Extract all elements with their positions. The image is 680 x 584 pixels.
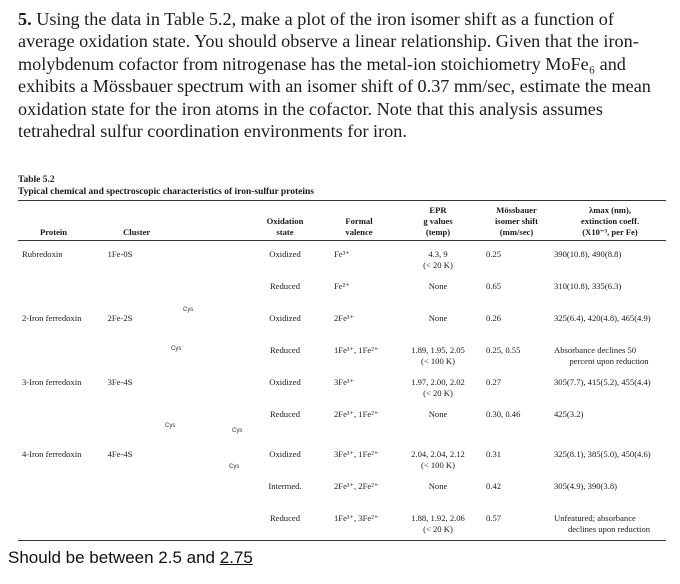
cell-state: Reduced [269,409,301,419]
cell-epr1: None [428,281,448,291]
table-number: Table 5.2 [18,175,55,185]
cell-lmax1: 305(7.7), 415(5.2), 455(4.4) [554,377,651,387]
cell-lmax1: 305(4.9), 390(3.8) [554,481,618,491]
cell-valence: 2Fe³⁺ [334,313,355,323]
cell-moss: 0.65 [486,281,502,291]
header-epr-l2: g values [423,216,453,226]
cell-valence: Fe³⁺ [334,249,350,259]
cell-lmax1: 425(3.2) [554,409,584,419]
header-lmax-l1: λmax (nm), [589,205,631,215]
cys-label: Cys [229,464,240,470]
cell-valence: 3Fe³⁺, 1Fe²⁺ [334,449,379,459]
cell-moss: 0.25, 0.55 [486,345,521,355]
cell-epr1: None [428,409,448,419]
cys-label: Cys [232,428,243,434]
cell-state: Oxidized [269,249,301,259]
header-epr-l3: (temp) [425,227,451,237]
header-cluster: Cluster [123,227,151,237]
cell-moss: 0.27 [486,377,502,387]
cell-epr2: (< 20 K) [423,524,453,534]
cell-protein: Rubredoxin [22,249,63,259]
cell-moss: 0.57 [486,513,502,523]
cell-epr2: (< 100 K) [421,460,455,470]
cell-moss: 0.25 [486,249,502,259]
header-oxidation-l2: state [276,227,294,237]
cell-moss: 0.30, 0.46 [486,409,521,419]
problem-number: 5. [18,9,32,29]
table-header-rule [18,240,666,241]
cell-lmax1: 325(8.1), 385(5.0), 450(4.6) [554,449,651,459]
cell-cluster: 2Fe-2S [107,313,133,323]
cell-epr1: 4.3, 9 [428,249,448,259]
header-lmax-l2: extinction coeff. [580,216,640,226]
cell-epr1: None [428,481,448,491]
cell-epr1: 1.97, 2.00, 2.02 [411,377,465,387]
cell-valence: 2Fe³⁺, 1Fe²⁺ [334,409,379,419]
cell-epr2: (< 20 K) [423,388,453,398]
header-epr-l1: EPR [429,205,447,215]
problem-text: Using the data in Table 5.2, make a plot of the iron isomer shift as a function of average oxidation state. You should observe a linear relationship. Given that the iron-molybdenum cofactor from nitrogenase has the metal-ion stoichiometry MoFe₆ and exhibits a Mössbauer spectrum with an isomer shift of 0.37 mm/sec, estimate the mean oxidation state for the iron atoms in the cofactor. Note that this analysis assumes tetrahedral sulfur coordination environments for iron. [18,9,651,142]
cell-lmax1: Absorbance declines 50 [554,345,637,355]
answer-link[interactable]: 2.75 [219,548,253,567]
cell-epr2: (< 20 K) [423,260,453,270]
cell-epr1: 1.88, 1.92, 2.06 [411,513,465,523]
header-formal-l1: Formal [345,216,373,226]
cys-label: Cys [183,307,194,313]
cell-epr1: 2.04, 2.04, 2.12 [411,449,465,459]
cell-state: Reduced [269,513,301,523]
cell-epr2: (< 100 K) [421,356,455,366]
cell-state: Reduced [269,345,301,355]
problem-statement [18,8,668,142]
cell-protein: 3-Iron ferredoxin [22,377,82,387]
cell-epr1: None [428,313,448,323]
cell-lmax1: 325(6.4), 420(4.8), 465(4.9) [554,313,651,323]
cell-lmax1: Unfeatured; absorbance [554,513,636,523]
cell-moss: 0.42 [486,481,502,491]
table-top-rule [18,200,666,201]
header-oxidation-l1: Oxidation [266,216,304,226]
cell-lmax1: 390(10.8), 490(8.8) [554,249,622,259]
cell-moss: 0.31 [486,449,502,459]
answer-text: Should be between 2.5 and [8,548,220,567]
cell-state: Oxidized [269,449,301,459]
cell-cluster: 3Fe-4S [107,377,133,387]
cell-protein: 2-Iron ferredoxin [22,313,82,323]
cell-lmax1: 310(10.8), 335(6.3) [554,281,622,291]
header-mossbauer-l3: (mm/sec) [499,227,534,237]
cell-epr1: 1.89, 1.95, 2.05 [411,345,465,355]
answer-note [8,548,253,568]
cell-moss: 0.26 [486,313,502,323]
cell-state: Oxidized [269,313,301,323]
cell-valence: 3Fe³⁺ [334,377,355,387]
cell-cluster: 1Fe-0S [107,249,133,259]
header-lmax-l3: (X10⁻³, per Fe) [582,227,638,237]
cell-valence: 1Fe³⁺, 3Fe²⁺ [334,513,379,523]
cys-label: Cys [171,346,182,352]
cell-state: Oxidized [269,377,301,387]
cell-valence: 2Fe³⁺, 2Fe²⁺ [334,481,379,491]
cell-protein: 4-Iron ferredoxin [22,449,82,459]
header-mossbauer-l2: isomer shift [494,216,539,226]
cell-state: Intermed. [268,481,302,491]
table-title: Typical chemical and spectroscopic characteristics of iron-sulfur proteins [18,187,314,197]
cell-cluster: 4Fe-4S [107,449,133,459]
table-bottom-rule [18,540,666,541]
cell-valence: 1Fe³⁺, 1Fe²⁺ [334,345,379,355]
cell-lmax2: declines upon reduction [567,524,651,534]
cell-lmax2: percent upon reduction [569,356,649,366]
cell-valence: Fe²⁺ [334,281,350,291]
header-formal-l2: valence [345,227,373,237]
cell-state: Reduced [269,281,301,291]
header-protein: Protein [40,227,68,237]
header-mossbauer-l1: Mössbauer [496,205,537,215]
table-caption [18,174,314,198]
cys-label: Cys [165,423,176,429]
